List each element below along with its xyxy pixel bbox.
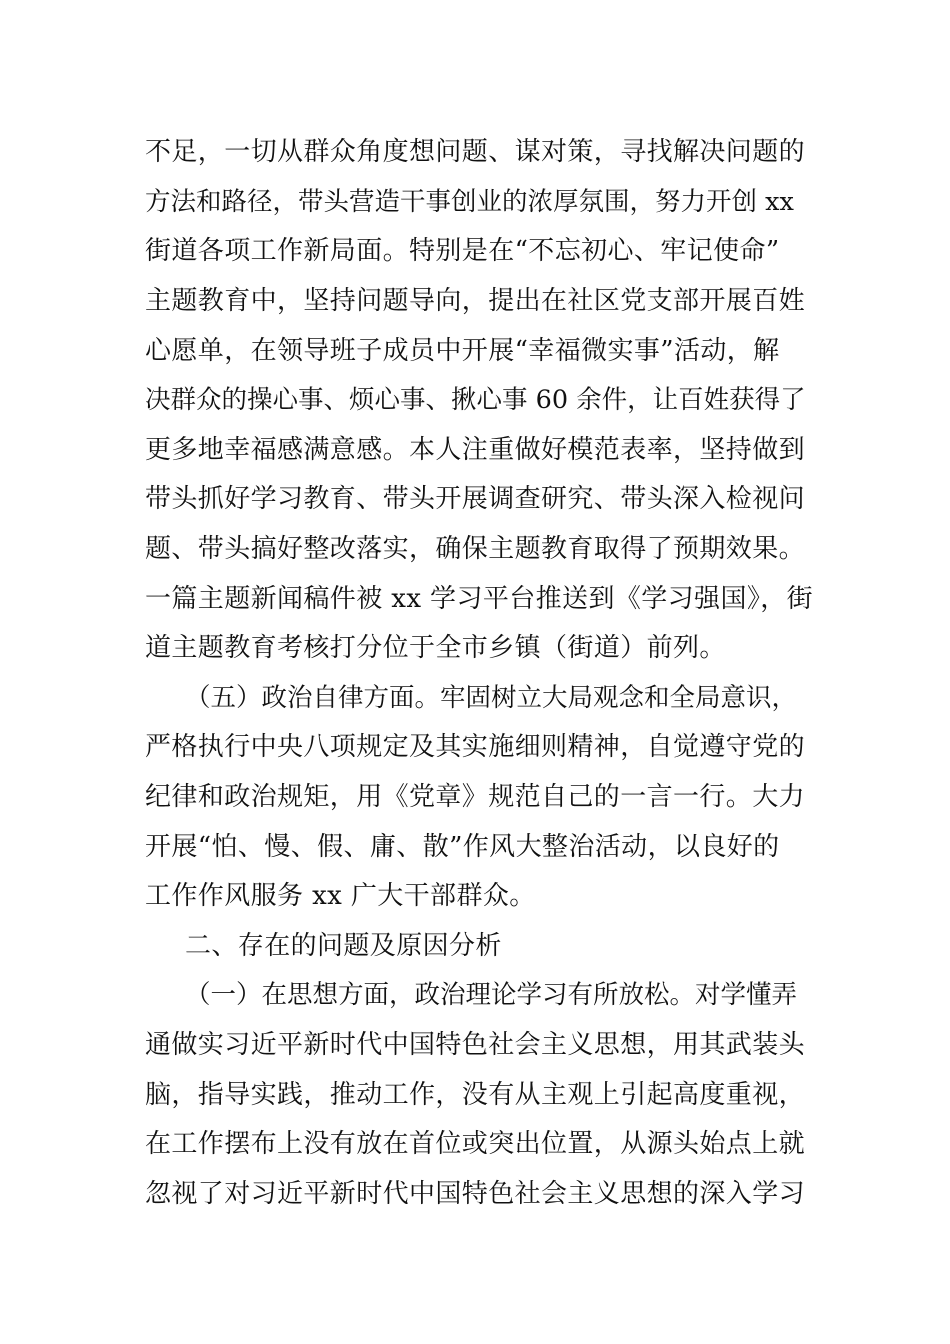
text-line-20: 脑，指导实践，推动工作，没有从主观上引起高度重视， bbox=[145, 1080, 806, 1110]
section-heading: 二、存在的问题及原因分析 bbox=[185, 931, 502, 961]
text-line-7: 更多地幸福感满意感。本人注重做好模范表率，坚持做到 bbox=[145, 435, 806, 465]
text-line-5: 心愿单，在领导班子成员中开展“幸福微实事”活动，解 bbox=[145, 336, 780, 366]
text-line-18: （一）在思想方面，政治理论学习有所放松。对学懂弄 bbox=[185, 980, 798, 1010]
text-line-12: （五）政治自律方面。牢固树立大局观念和全局意识， bbox=[185, 683, 798, 713]
text-line-14: 纪律和政治规矩，用《党章》规范自己的一言一行。大力 bbox=[145, 782, 806, 812]
text-line-15: 开展“怕、慢、假、庸、散”作风大整治活动，以良好的 bbox=[145, 832, 780, 862]
text-line-3: 街道各项工作新局面。特别是在“不忘初心、牢记使命” bbox=[145, 236, 780, 266]
text-line-4: 主题教育中，坚持问题导向，提出在社区党支部开展百姓 bbox=[145, 286, 806, 316]
text-line-1: 不足，一切从群众角度想问题、谋对策，寻找解决问题的 bbox=[145, 137, 806, 167]
text-line-9: 题、带头搞好整改落实，确保主题教育取得了预期效果。 bbox=[145, 534, 806, 564]
text-line-6: 决群众的操心事、烦心事、揪心事 60 余件，让百姓获得了 bbox=[145, 385, 806, 415]
text-line-13: 严格执行中央八项规定及其实施细则精神，自觉遵守党的 bbox=[145, 732, 806, 762]
text-line-19: 通做实习近平新时代中国特色社会主义思想，用其武装头 bbox=[145, 1030, 806, 1060]
text-line-2: 方法和路径，带头营造干事创业的浓厚氛围，努力开创 xx bbox=[145, 187, 794, 217]
text-line-10: 一篇主题新闻稿件被 xx 学习平台推送到《学习强国》，街 bbox=[145, 584, 814, 614]
text-line-16: 工作作风服务 xx 广大干部群众。 bbox=[145, 881, 536, 911]
text-line-21: 在工作摆布上没有放在首位或突出位置，从源头始点上就 bbox=[145, 1129, 806, 1159]
text-line-8: 带头抓好学习教育、带头开展调查研究、带头深入检视问 bbox=[145, 484, 806, 514]
text-line-22: 忽视了对习近平新时代中国特色社会主义思想的深入学习 bbox=[145, 1179, 806, 1209]
text-line-11: 道主题教育考核打分位于全市乡镇（街道）前列。 bbox=[145, 633, 726, 663]
